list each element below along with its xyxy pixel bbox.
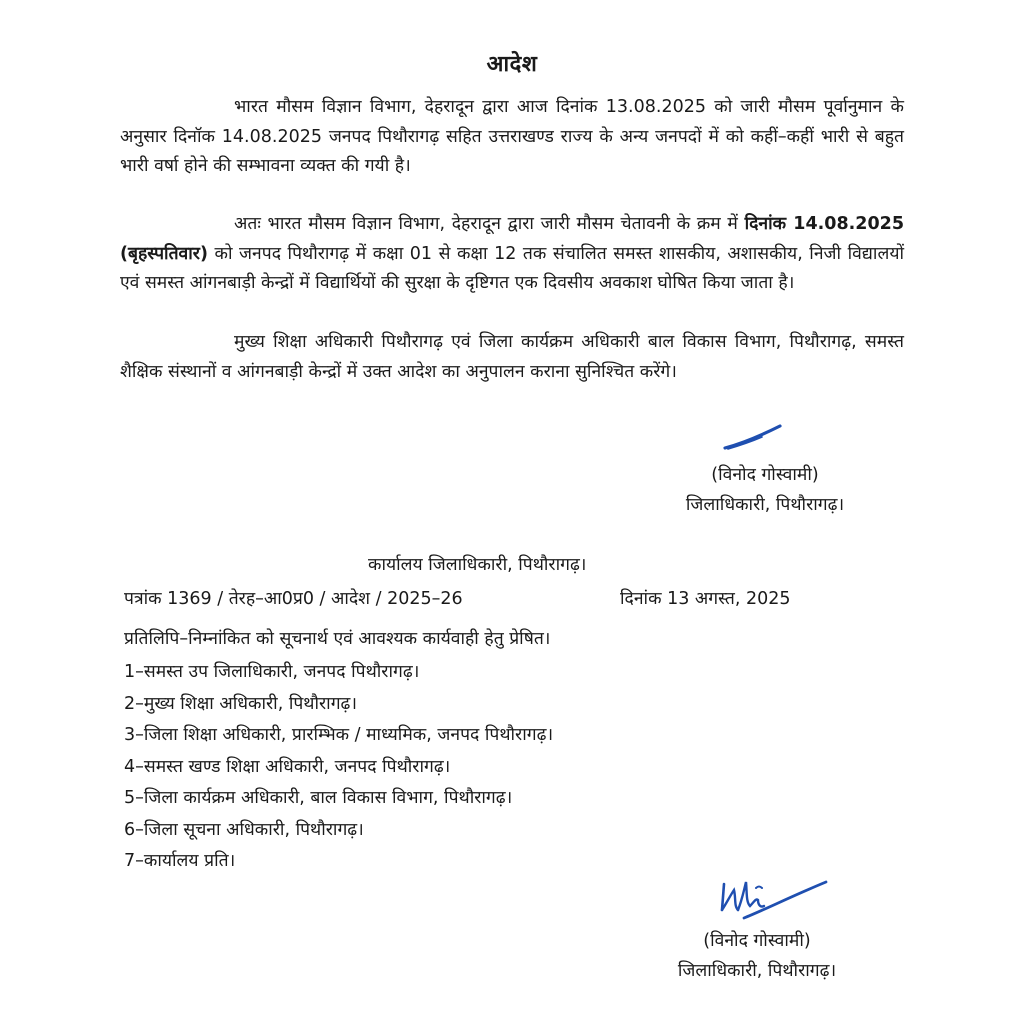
list-item: 1–समस्त उप जिलाधिकारी, जनपद पिथौरागढ़। [124,662,420,682]
signatory-designation: जिलाधिकारी, पिथौरागढ़। [685,495,845,515]
list-item: 4–समस्त खण्ड शिक्षा अधिकारी, जनपद पिथौरागढ़। [124,756,451,777]
signatory-designation: जिलाधिकारी, पिथौरागढ़। [677,961,837,981]
order-paragraph-weather-forecast: भारत मौसम विज्ञान विभाग, देहरादून द्वारा आज दिनांक 13.08.2025 को जारी मौसम पूर्वानुमान के अनुसार दिनॉक 14.08.2025 जनपद पिथौरागढ़ सहित उत्तराखण्ड राज्य के अन्य जनपदों में को कहीं–कहीं भारी से बहुत भारी वर्षा होने की सम्भावना व्यक्त की गयी है। [120,97,904,176]
copy-to-list [124,660,553,881]
list-item: 7–कार्यालय प्रति। [124,851,236,871]
document-title: आदेश [486,52,538,77]
signatory-name: (विनोद गोस्वामी) [703,931,811,951]
holiday-date-highlight: दिनांक 14.08.2025 (बृहस्पतिवार) [120,214,904,264]
signatory-block-2 [612,926,902,986]
signatory-block-1 [620,460,910,520]
order-paragraph-compliance: मुख्य शिक्षा अधिकारी पिथौरागढ़ एवं जिला कार्यक्रम अधिकारी बाल विकास विभाग, पिथौरागढ़, समस्त शैक्षिक संस्थानों व आंगनबाड़ी केन्द्रों में उक्त आदेश का अनुपालन कराना सुनिश्चित करेंगे। [120,332,904,382]
paragraph-text-before: अतः भारत मौसम विज्ञान विभाग, देहरादून द्वारा जारी मौसम चेतावनी के क्रम में [234,214,745,234]
list-item: 3–जिला शिक्षा अधिकारी, प्रारम्भिक / माध्यमिक, जनपद पिथौरागढ़। [124,725,554,745]
signature-mark-1 [722,422,784,452]
letter-date: दिनांक 13 अगस्त, 2025 [620,589,791,609]
list-item: 6–जिला सूचना अधिकारी, पिथौरागढ़। [124,819,364,840]
copy-to-intro: प्रतिलिपि–निम्नांकित को सूचनार्थ एवं आवश्यक कार्यवाही हेतु प्रेषित। [124,629,551,649]
list-item: 5–जिला कार्यक्रम अधिकारी, बाल विकास विभाग, पिथौरागढ़। [124,788,513,808]
paragraph-text-after: को जनपद पिथौरागढ़ में कक्षा 01 से कक्षा 12 तक संचालित समस्त शासकीय, अशासकीय, निजी विद्यालयों एवं समस्त आंगनबाड़ी केन्द्रों में विद्यार्थियों की सुरक्षा के दृष्टिगत एक दिवसीय अवकाश घोषित किया जाता है। [120,243,904,293]
letter-number: पत्रांक 1369 / तेरह–आ0प्र0 / आदेश / 2025–26 [124,589,463,609]
issuing-office: कार्यालय जिलाधिकारी, पिथौरागढ़। [368,555,587,575]
signature-mark-2 [714,876,832,924]
signatory-name: (विनोद गोस्वामी) [711,465,819,485]
list-item: 2–मुख्य शिक्षा अधिकारी, पिथौरागढ़। [124,693,358,714]
order-paragraph-holiday-declaration [120,210,904,299]
